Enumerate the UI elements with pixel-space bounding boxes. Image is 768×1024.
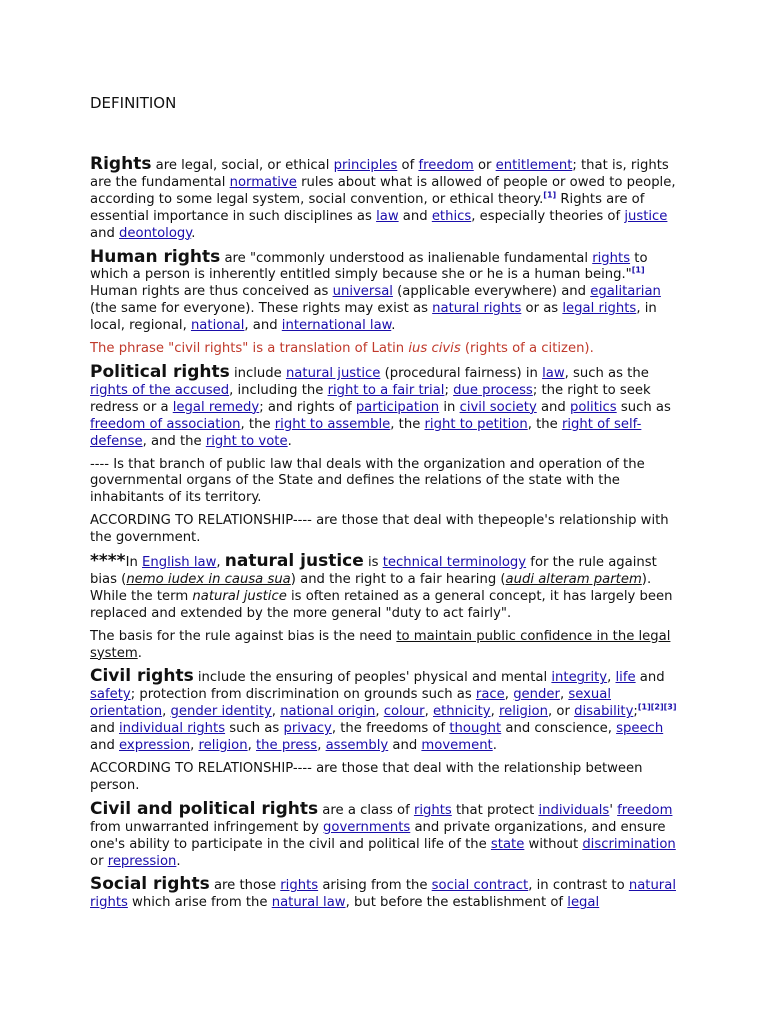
- text: ;: [444, 382, 454, 398]
- link-social-contract[interactable]: social contract: [431, 878, 529, 894]
- text: and: [536, 399, 570, 415]
- text: ,: [504, 687, 514, 703]
- link-freedom[interactable]: freedom: [617, 802, 673, 818]
- link-discrimination[interactable]: discrimination: [582, 836, 676, 852]
- link-national-origin[interactable]: national origin: [280, 704, 376, 720]
- link-natural-rights[interactable]: natural rights: [432, 301, 522, 317]
- citation: [543, 190, 556, 199]
- text: , and the: [142, 433, 206, 449]
- text: and: [90, 738, 120, 754]
- link-religion[interactable]: religion: [198, 738, 248, 754]
- text: ': [609, 802, 618, 818]
- text: and: [90, 721, 120, 737]
- text: ,: [375, 704, 384, 720]
- link-legal-rights[interactable]: legal rights: [562, 301, 637, 317]
- paragraph-social-rights: [90, 876, 682, 912]
- text: ,: [190, 738, 199, 754]
- text: and: [90, 225, 120, 241]
- text: and: [398, 208, 432, 224]
- text: (the same for everyone). These rights may exist as: [90, 301, 433, 317]
- text: is: [363, 555, 383, 571]
- link-ethics[interactable]: ethics: [431, 208, 472, 224]
- link-natural-law[interactable]: natural law: [271, 895, 346, 911]
- link-disability[interactable]: disability: [574, 704, 634, 720]
- text: .: [137, 645, 142, 661]
- link-assembly[interactable]: assembly: [325, 738, 389, 754]
- link-religion[interactable]: religion: [498, 704, 548, 720]
- text: ,: [490, 704, 499, 720]
- text: .: [176, 853, 181, 869]
- link-individuals[interactable]: individuals: [538, 802, 610, 818]
- link-egalitarian[interactable]: egalitarian: [590, 284, 661, 300]
- link-universal[interactable]: universal: [332, 284, 393, 300]
- text: include: [229, 365, 286, 381]
- paragraph-rights: [90, 156, 682, 243]
- link-right-to-vote[interactable]: right to vote: [205, 433, 288, 449]
- text: (rights of a citizen).: [460, 341, 594, 357]
- text: ). While the term: [90, 571, 652, 604]
- text: of: [397, 158, 419, 173]
- text: , such as the: [564, 365, 649, 381]
- link-freedom[interactable]: freedom: [418, 158, 474, 173]
- link-freedom-of-association[interactable]: freedom of association: [90, 416, 241, 432]
- text: include the ensuring of peoples' physical and mental: [193, 670, 552, 686]
- text: , in local, regional,: [90, 301, 657, 334]
- link-legal-remedy[interactable]: legal remedy: [172, 399, 260, 415]
- link-right-to-fair-trial[interactable]: right to a fair trial: [327, 382, 445, 398]
- link-national[interactable]: national: [190, 318, 245, 334]
- link-the-press[interactable]: the press: [255, 738, 318, 754]
- link-law[interactable]: law: [376, 208, 399, 224]
- text: Human rights are thus conceived as: [90, 284, 333, 300]
- link-integrity[interactable]: integrity: [551, 670, 608, 686]
- text: in: [439, 399, 460, 415]
- text: which arise from the: [127, 895, 272, 911]
- asterisks: ****: [90, 551, 126, 572]
- italic-text: ius civis: [408, 341, 461, 357]
- text: ; protection from discrimination on grounds such as: [130, 687, 476, 703]
- text: and: [388, 738, 422, 754]
- term-civil-rights: Civil rights: [90, 666, 194, 687]
- link-gender-identity[interactable]: gender identity: [170, 704, 272, 720]
- term-social-rights: Social rights: [90, 874, 210, 895]
- text: or as: [521, 301, 563, 317]
- citation: [638, 703, 651, 712]
- link-normative[interactable]: normative: [229, 174, 297, 190]
- text: or: [473, 158, 496, 173]
- text: , the: [527, 416, 562, 432]
- link-movement[interactable]: movement: [421, 738, 493, 754]
- text: ,: [247, 738, 256, 754]
- link-deontology[interactable]: deontology: [119, 225, 192, 241]
- citation: [651, 703, 677, 712]
- term-natural-justice: natural justice: [224, 551, 364, 572]
- link-right-of-self-defense[interactable]: right of self-defense: [90, 416, 642, 449]
- text: ) and the right to a fair hearing (: [290, 571, 506, 587]
- paragraph-natural-justice: [90, 553, 682, 623]
- text: ,: [317, 738, 326, 754]
- text: .: [492, 738, 497, 754]
- link-ethnicity[interactable]: ethnicity: [433, 704, 491, 720]
- text: from unwarranted infringement by: [90, 819, 324, 835]
- text: such as: [225, 721, 284, 737]
- paragraph-rule-against-bias: [90, 629, 682, 663]
- link-principles[interactable]: principles: [333, 158, 398, 173]
- citation-link[interactable]: [2][3]: [650, 702, 677, 712]
- text: such as: [616, 399, 671, 415]
- link-repression[interactable]: repression: [107, 853, 177, 869]
- text: are those: [209, 878, 281, 894]
- text: , in contrast to: [528, 878, 629, 894]
- text: or: [90, 853, 108, 869]
- link-technical-terminology[interactable]: technical terminology: [382, 555, 527, 571]
- paragraph-political-rights: [90, 361, 682, 451]
- paragraph-relationship-government: ACCORDING TO RELATIONSHIP---- are those that deal with thepeople's relationship with the government.: [90, 513, 669, 546]
- paragraph-civil-rights: [90, 668, 682, 755]
- link-life[interactable]: life: [615, 670, 636, 686]
- link-rights-of-the-accused[interactable]: rights of the accused: [90, 382, 230, 398]
- link-natural-rights[interactable]: natural rights: [90, 878, 676, 911]
- text: The basis for the rule against bias is the need: [90, 628, 397, 644]
- link-right-to-petition[interactable]: right to petition: [424, 416, 528, 432]
- link-entitlement[interactable]: entitlement: [495, 158, 573, 173]
- link-right-to-assemble[interactable]: right to assemble: [274, 416, 391, 432]
- link-thought[interactable]: thought: [449, 721, 502, 737]
- link-natural-justice[interactable]: natural justice: [285, 365, 381, 381]
- text: and private organizations, and ensure one's ability to participate in the civil and political life of the: [90, 819, 666, 852]
- link-gender[interactable]: gender: [513, 687, 560, 703]
- link-politics[interactable]: politics: [569, 399, 617, 415]
- link-law[interactable]: law: [542, 365, 565, 381]
- link-expression[interactable]: expression: [119, 738, 191, 754]
- italic-underlined-text: nemo iudex in causa sua: [126, 571, 291, 587]
- text: ; the right to seek redress or a: [90, 382, 651, 415]
- text: are "commonly understood as inalienable fundamental: [220, 250, 593, 266]
- text: ;: [633, 704, 638, 720]
- link-civil-society[interactable]: civil society: [459, 399, 537, 415]
- link-english-law[interactable]: English law: [142, 555, 217, 571]
- link-justice[interactable]: justice: [624, 208, 668, 224]
- text: ; and rights of: [259, 399, 356, 415]
- paragraph-civil-and-political-rights: [90, 798, 682, 871]
- text: ,: [162, 704, 171, 720]
- term-human-rights: Human rights: [90, 246, 221, 267]
- text: (applicable everywhere) and: [392, 284, 591, 300]
- text: ,: [559, 687, 569, 703]
- text: .: [391, 318, 396, 334]
- citation-link[interactable]: [1]: [631, 266, 645, 276]
- link-participation[interactable]: participation: [355, 399, 440, 415]
- text: , especially theories of: [471, 208, 625, 224]
- citation-link[interactable]: [1]: [637, 702, 651, 712]
- text: , the: [240, 416, 275, 432]
- text: that protect: [451, 802, 539, 818]
- link-sexual-orientation[interactable]: sexual orientation: [90, 687, 611, 720]
- link-governments[interactable]: governments: [323, 819, 411, 835]
- text: ,: [216, 555, 225, 571]
- text: , and: [244, 318, 282, 334]
- text: , the: [390, 416, 425, 432]
- underlined-text: to maintain public confidence in the legal system: [90, 628, 671, 661]
- text: , the freedoms of: [331, 721, 450, 737]
- italic-text: natural justice: [192, 588, 287, 604]
- text: .: [191, 225, 196, 241]
- text: is often retained as a general concept, it has largely been replaced and extended by the more general "duty to act fairly".: [90, 588, 673, 621]
- text: arising from the: [318, 878, 432, 894]
- citation-link[interactable]: [1]: [543, 190, 557, 200]
- citation: [632, 266, 645, 275]
- link-rights[interactable]: rights: [280, 878, 319, 894]
- link-safety[interactable]: safety: [90, 687, 131, 703]
- text: to which a person is inherently entitled simply because she or he is a human being.": [90, 250, 648, 283]
- text: .: [287, 433, 292, 449]
- term-political-rights: Political rights: [90, 361, 230, 382]
- text: (procedural fairness) in: [380, 365, 543, 381]
- text: are legal, social, or ethical: [151, 158, 334, 173]
- italic-underlined-text: audi alteram partem: [505, 571, 642, 587]
- paragraph-human-rights: [90, 246, 682, 336]
- text: without: [524, 836, 583, 852]
- link-colour[interactable]: colour: [383, 704, 425, 720]
- text: In: [125, 555, 143, 571]
- text: ; that is, rights are the fundamental: [90, 158, 669, 190]
- text: , but before the establishment of: [345, 895, 568, 911]
- text: ,: [607, 670, 616, 686]
- link-race[interactable]: race: [475, 687, 505, 703]
- link-rights[interactable]: rights: [413, 802, 452, 818]
- text: Rights are of essential importance in such disciplines as: [90, 191, 645, 224]
- term-rights: Rights: [90, 154, 152, 174]
- page-title: DEFINITION: [90, 94, 177, 112]
- text: , or: [548, 704, 575, 720]
- link-state[interactable]: state: [490, 836, 525, 852]
- document-body: [90, 94, 682, 918]
- link-individual-rights[interactable]: individual rights: [119, 721, 226, 737]
- text: ,: [424, 704, 433, 720]
- text: rules about what is allowed of people or owed to people, according to some legal system, social convention, or ethical theory.: [90, 174, 676, 207]
- text: The phrase "civil rights" is a translation of Latin: [90, 341, 409, 357]
- link-international-law[interactable]: international law: [281, 318, 392, 334]
- link-speech[interactable]: speech: [616, 721, 664, 737]
- term-civil-and-political-rights: Civil and political rights: [90, 798, 319, 819]
- text: for the rule against bias (: [90, 555, 657, 587]
- text: are a class of: [318, 802, 414, 818]
- paragraph-public-law: ---- Is that branch of public law thal deals with the organization and operation of the governmental organs of the State and defines the relations of the state with the inhabitants of its territory.: [90, 456, 645, 506]
- paragraph-civil-rights-phrase: [90, 341, 682, 358]
- text: , including the: [229, 382, 328, 398]
- text: ,: [271, 704, 281, 720]
- paragraph-relationship-person: ACCORDING TO RELATIONSHIP---- are those that deal with the relationship between person.: [90, 761, 643, 793]
- text: and conscience,: [501, 721, 617, 737]
- link-rights[interactable]: rights: [592, 250, 631, 266]
- text: and: [635, 670, 665, 686]
- link-privacy[interactable]: privacy: [283, 721, 332, 737]
- link-due-process[interactable]: due process: [453, 382, 533, 398]
- link-legal[interactable]: legal: [567, 895, 600, 911]
